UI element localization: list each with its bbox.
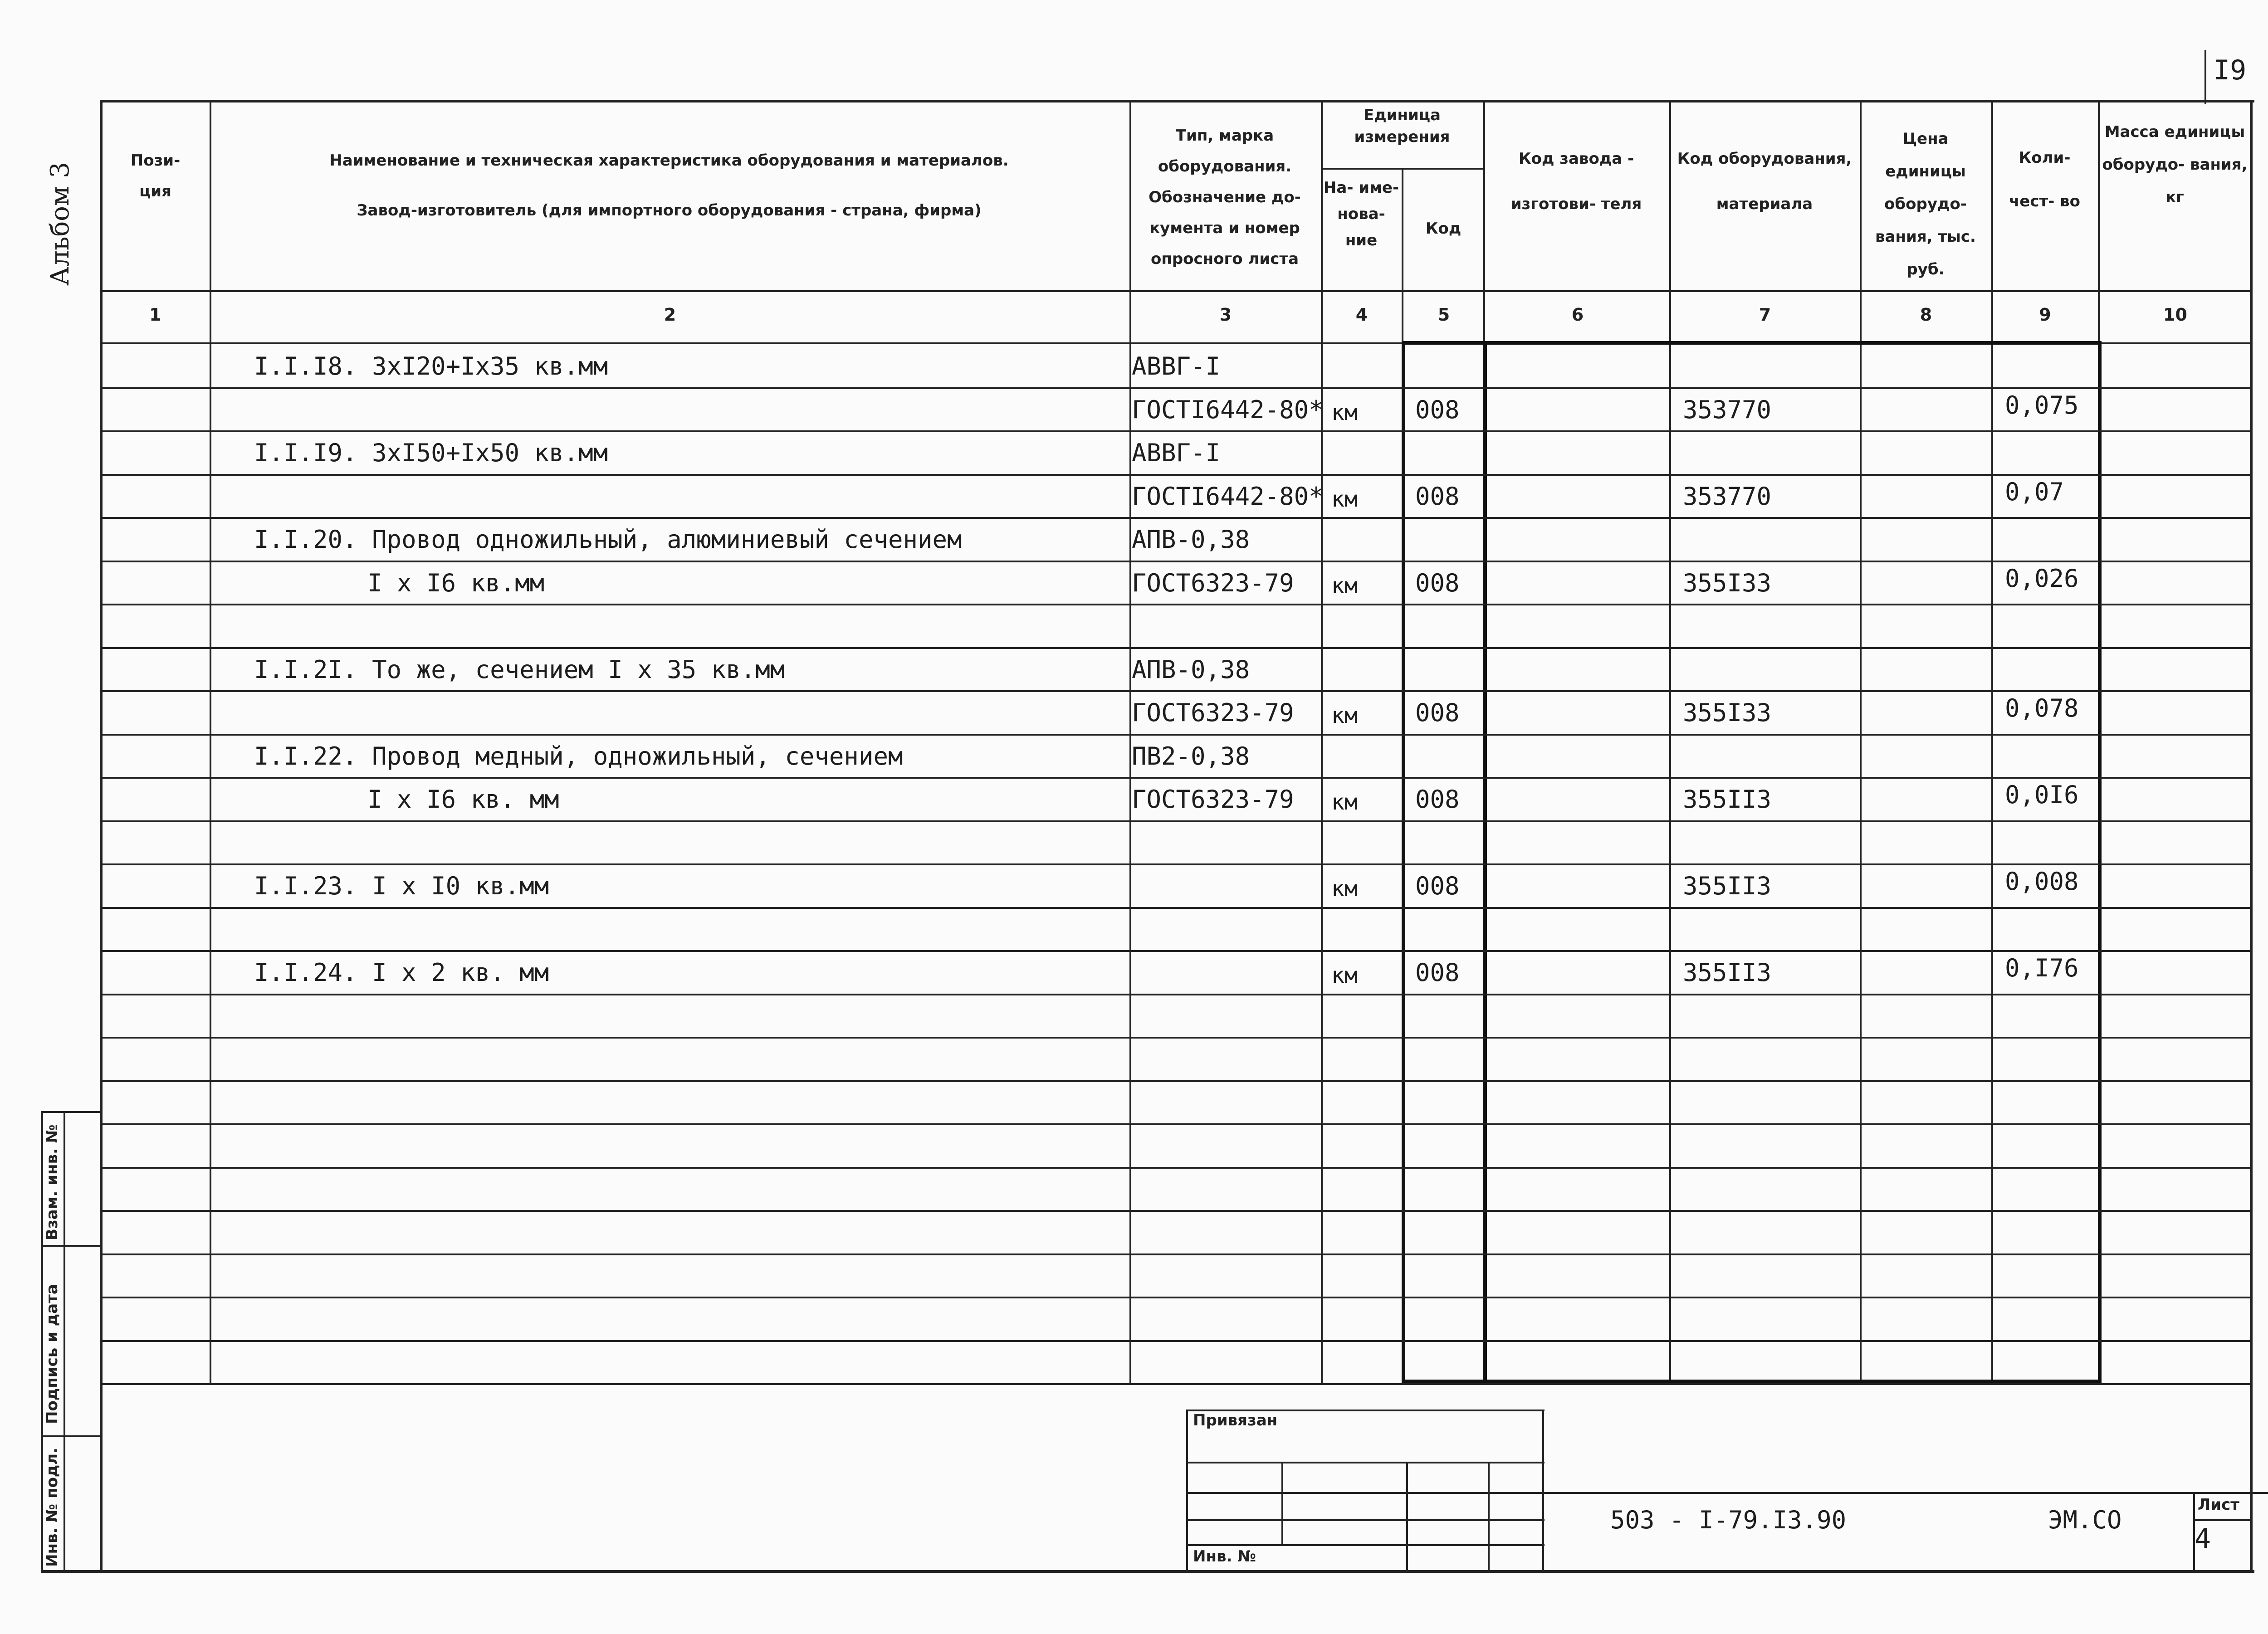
row-type-cell: ГОСТ6323-79 [1132,569,1294,597]
colnum-6: 6 [1571,305,1584,325]
row-code-cell: 008 [1415,872,1460,900]
stamp-inv-label: Инв. № [1193,1547,1256,1566]
row-unit-cell: км [1331,703,1358,728]
header-mass: Масса единицы оборудо- вания, кг [2102,123,2248,206]
row-line [100,690,2252,692]
row-line [100,517,2252,519]
row-line [100,1037,2252,1039]
header-bottom-line [100,290,2252,292]
col-line-3 [1321,100,1323,1383]
row-type-cell: ПВ2-0,38 [1132,742,1250,771]
row-code-cell: 008 [1415,395,1460,424]
row-eq-cell: 355I33 [1683,698,1772,727]
frame-right [2250,100,2253,1571]
row-line [100,1167,2252,1169]
row-type-cell: ГОСТI6442-80* [1132,482,1324,511]
thick-bottom [1402,1380,2102,1383]
row-name-cell: I.I.22. Провод медный, одножильный, сечением [254,742,903,771]
side-zam-label: Взам. инв. № [43,1124,61,1240]
row-eq-cell: 355II3 [1683,958,1772,987]
stamp-line2 [1186,1492,2268,1494]
row-line [100,604,2252,605]
row-qty-cell: 0,I76 [2005,954,2079,982]
colnum-5: 5 [1437,305,1450,325]
header-unit-code: Код [1425,219,1461,238]
row-name-cell: I.I.I9. 3xI50+Ix50 кв.мм [254,439,608,467]
row-unit-cell: км [1331,400,1358,425]
row-line [100,734,2252,736]
row-type-cell: АПВ-0,38 [1132,525,1250,554]
row-line [100,430,2252,432]
frame-bottom [41,1570,2254,1573]
side-stamp-div2 [41,1435,102,1437]
thick-col-4 [1402,342,1405,1383]
row-unit-cell: км [1331,876,1358,902]
header-unit: Единица измерения [1354,106,1450,146]
row-line [100,387,2252,389]
thick-col-5 [1483,342,1487,1383]
thick-col-9 [2098,342,2102,1383]
row-line [100,863,2252,865]
row-line [100,907,2252,909]
corner-page-number: I9 [2214,54,2247,86]
header-type: Тип, марка оборудования. Обозначение до- кумента и номер опросного листа [1149,127,1301,268]
row-type-cell: АПВ-0,38 [1132,655,1250,684]
header-position: Пози- ция [130,151,181,200]
stamp-left [1186,1410,1188,1572]
corner-divider [2204,50,2206,104]
stamp-line3 [1186,1519,1545,1521]
side-inv-label: Инв. № подл. [43,1447,61,1567]
header-factory-code: Код завода - изготови- теля [1510,150,1642,213]
colnum-3: 3 [1219,305,1232,325]
col-line-8 [1991,100,1993,1383]
row-qty-cell: 0,008 [2005,867,2079,896]
stamp-bound-label: Привязан [1193,1411,1278,1429]
col-line-2 [1129,100,1131,1383]
row-line [100,1123,2252,1125]
side-stamp-div1 [41,1245,102,1247]
row-code-cell: 008 [1415,958,1460,987]
stamp-right [1542,1410,1544,1572]
header-quantity: Коли- чест- во [2009,149,2081,210]
header-unit-name: На- име- нова- ние [1323,179,1399,249]
colnum-10: 10 [2163,305,2187,325]
colnum-9: 9 [2039,305,2051,325]
row-code-cell: 008 [1415,569,1460,597]
side-sign-label: Подпись и дата [43,1284,61,1424]
row-unit-cell: км [1331,963,1358,988]
colnum-2: 2 [664,305,676,325]
row-unit-cell: км [1331,487,1358,512]
header-price: Цена единицы оборудо- вания, тыс. руб. [1875,130,1976,278]
col-line-7 [1860,100,1862,1383]
row-line [100,1080,2252,1082]
row-name-cell: I.I.20. Провод одножильный, алюминиевый сечением [254,525,962,554]
row-qty-cell: 0,07 [2005,478,2064,506]
row-eq-cell: 355II3 [1683,785,1772,814]
row-qty-cell: 0,075 [2005,391,2079,419]
row-name-cell: I x I6 кв.мм [367,569,545,597]
row-line [100,1340,2252,1342]
header-equipment-code: Код оборудования, материала [1677,150,1852,213]
col-line-6 [1669,100,1671,1383]
row-name-cell: I.I.I8. 3xI20+Ix35 кв.мм [254,352,608,380]
row-line [100,1383,2252,1385]
row-code-cell: 008 [1415,698,1460,727]
unit-subheader-line [1321,168,1484,170]
header-name-title: Наименование и техническая характеристика оборудования и материалов. [329,151,1009,170]
col-line-1 [210,100,211,1383]
row-type-cell: АВВГ-I [1132,352,1221,380]
thick-top [1402,341,2102,345]
row-code-cell: 008 [1415,482,1460,511]
album-label: Альбом 3 [45,162,75,286]
row-line [100,820,2252,822]
row-line [100,1254,2252,1255]
sheet-number: 4 [2195,1523,2211,1555]
row-line [100,994,2252,995]
row-type-cell: ГОСТ6323-79 [1132,785,1294,814]
row-line [100,777,2252,779]
row-unit-cell: км [1331,573,1358,599]
row-line [100,647,2252,649]
side-stamp-inner [64,1111,65,1571]
row-qty-cell: 0,026 [2005,564,2079,593]
row-eq-cell: 353770 [1683,482,1772,511]
stamp-v3 [1488,1462,1490,1572]
header-name-sub: Завод-изготовитель (для импортного оборудования - страна, фирма) [357,201,982,219]
document-suffix: ЭМ.СО [2048,1506,2122,1534]
row-eq-cell: 355I33 [1683,569,1772,597]
row-line [100,1297,2252,1298]
row-line [100,950,2252,952]
stamp-v2 [1406,1462,1408,1572]
side-stamp-top [41,1111,102,1113]
colnum-4: 4 [1355,305,1368,325]
row-line [100,474,2252,476]
stamp-line1 [1186,1462,1545,1463]
sheet-label: Лист [2198,1496,2239,1514]
row-qty-cell: 0,078 [2005,694,2079,722]
stamp-v1 [1281,1462,1283,1546]
colnum-7: 7 [1759,305,1771,325]
stamp-sheet-line [2193,1519,2252,1521]
row-qty-cell: 0,0I6 [2005,780,2079,809]
row-type-cell: АВВГ-I [1132,439,1221,467]
row-unit-cell: км [1331,790,1358,815]
document-code: 503 - I-79.I3.90 [1610,1506,1847,1534]
colnum-8: 8 [1920,305,1932,325]
row-type-cell: ГОСТ6323-79 [1132,698,1294,727]
row-code-cell: 008 [1415,785,1460,814]
row-name-cell: I.I.23. I x I0 кв.мм [254,872,549,900]
row-name-cell: I x I6 кв. мм [367,785,559,814]
row-type-cell: ГОСТI6442-80* [1132,395,1324,424]
colnum-1: 1 [149,305,161,325]
row-name-cell: I.I.2I. То же, сечением I x 35 кв.мм [254,655,785,684]
stamp-line4 [1186,1544,1545,1546]
frame-top [100,100,2254,102]
row-line [100,561,2252,562]
row-line [100,1210,2252,1212]
row-eq-cell: 355II3 [1683,872,1772,900]
row-name-cell: I.I.24. I x 2 кв. мм [254,958,549,987]
row-eq-cell: 353770 [1683,395,1772,424]
